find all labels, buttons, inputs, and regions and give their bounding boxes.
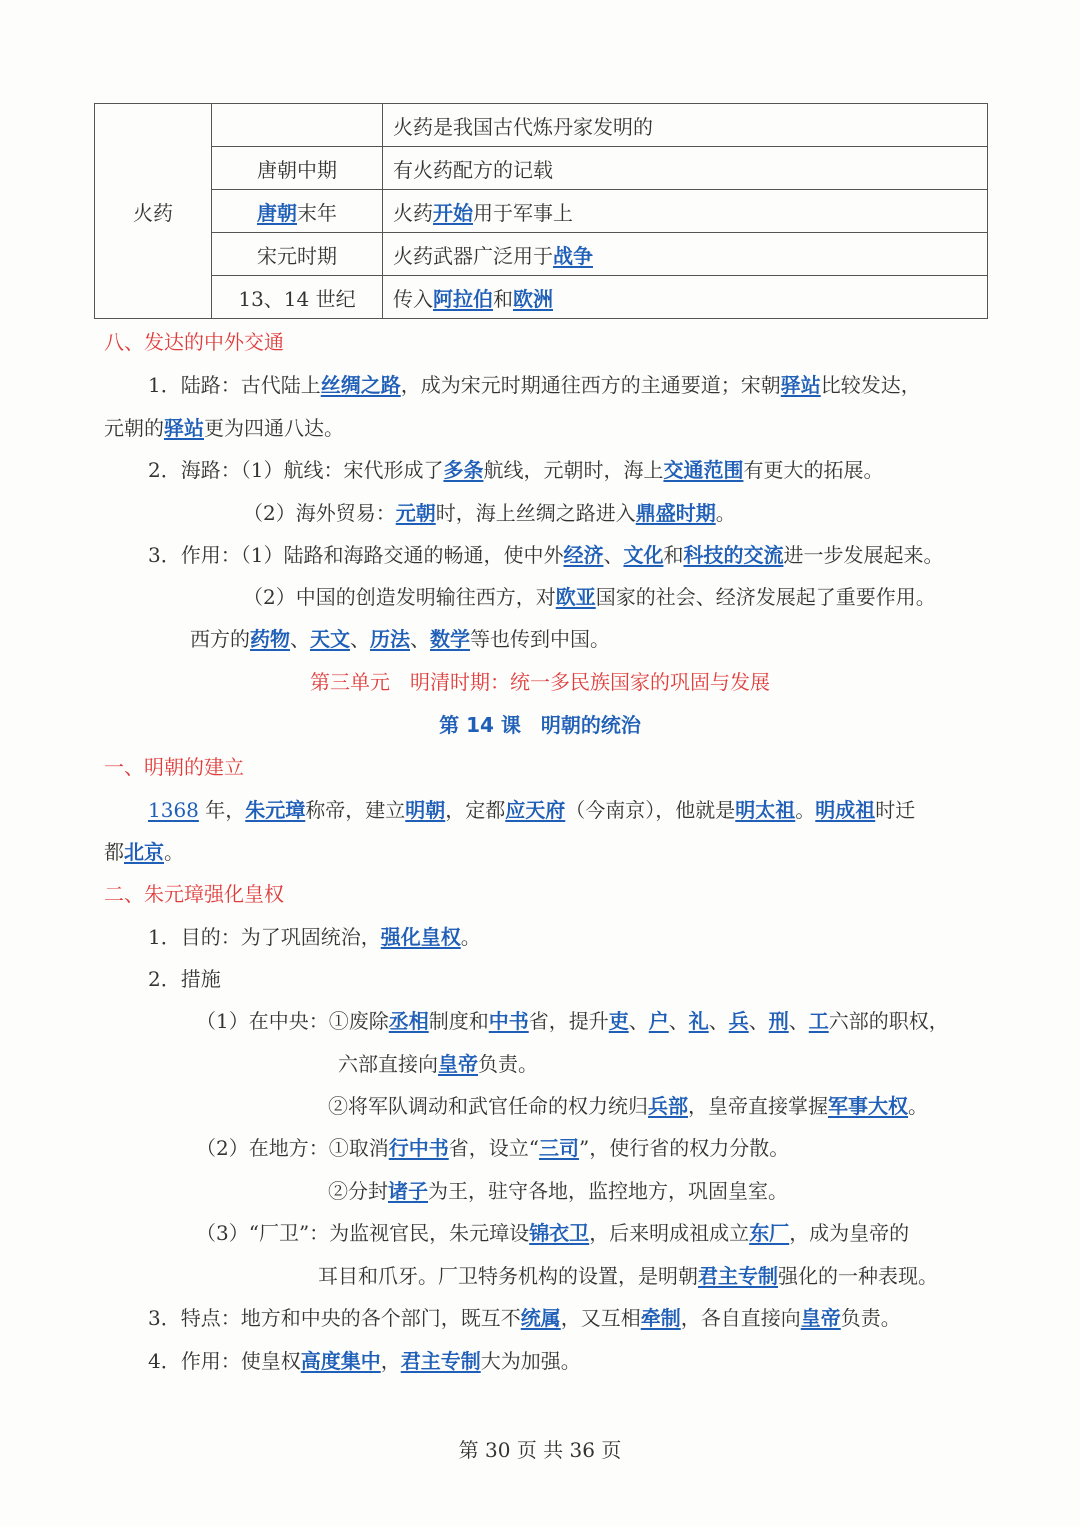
text-run: 和 <box>663 543 684 567</box>
text-run: 有火药配方的记载 <box>393 157 553 182</box>
text-run: 4．作用：使皇权 <box>148 1349 301 1373</box>
keyword: 欧亚 <box>555 585 596 609</box>
text-run: 省，提升 <box>528 1009 609 1033</box>
page-footer: 第 30 页 共 36 页 <box>458 1438 622 1462</box>
text-run: 有更大的拓展。 <box>743 458 884 482</box>
text-line <box>104 838 184 866</box>
keyword: 经济 <box>563 543 604 567</box>
keyword: 君主专制 <box>400 1349 481 1373</box>
text-run: 2．海路：（1）航线：宋代形成了 <box>148 458 444 482</box>
table-row <box>95 190 988 233</box>
text-run: 负责。 <box>840 1306 901 1330</box>
unit-title <box>0 668 1080 696</box>
text-run: （今南京），他就是 <box>565 798 736 822</box>
text-run: 、 <box>668 1009 689 1033</box>
period-cell: 宋元时期 <box>212 233 383 276</box>
text-line <box>318 1262 938 1290</box>
keyword: 多条 <box>443 458 484 482</box>
text-run: 、 <box>788 1009 809 1033</box>
text-run: ，皇帝直接掌握 <box>688 1094 828 1118</box>
event-cell <box>383 233 988 276</box>
text-line <box>328 1177 788 1205</box>
text-run: 第 14 课 明朝的统治 <box>439 713 641 737</box>
text-run: 元朝的 <box>104 416 164 440</box>
text-run: ，各自直接向 <box>680 1306 801 1330</box>
text-run: ，后来明成祖成立 <box>589 1221 750 1245</box>
keyword: 户 <box>648 1009 669 1033</box>
text-run: 、 <box>410 627 430 651</box>
text-line <box>148 965 221 993</box>
keyword: 丞相 <box>388 1009 429 1033</box>
lesson-title <box>0 711 1080 739</box>
keyword: 行中书 <box>388 1136 449 1160</box>
text-run: 火药 <box>393 200 433 225</box>
text-run: 时迁 <box>875 798 916 822</box>
text-run: 西方的 <box>190 627 250 651</box>
gunpowder-table <box>94 103 988 319</box>
keyword: 兵部 <box>648 1094 688 1118</box>
keyword: 兵 <box>728 1009 749 1033</box>
keyword: 诸子 <box>388 1179 428 1203</box>
text-run: 称帝，建立 <box>305 798 406 822</box>
keyword: 君主专制 <box>698 1264 778 1288</box>
text-run: 制度和 <box>428 1009 489 1033</box>
section-heading <box>104 880 284 908</box>
period-cell <box>212 190 383 233</box>
text-run: 航线，元朝时，海上 <box>483 458 664 482</box>
keyword: 皇帝 <box>800 1306 841 1330</box>
text-run: 火药是我国古代炼丹家发明的 <box>393 114 653 139</box>
text-run: （3）“厂卫”：为监视官民，朱元璋设 <box>196 1221 530 1245</box>
text-run: ”，使行省的权力分散。 <box>578 1136 790 1160</box>
text-line <box>328 1092 928 1120</box>
text-line <box>243 499 736 527</box>
keyword: 统属 <box>520 1306 561 1330</box>
table-row <box>95 104 988 147</box>
keyword: 北京 <box>124 840 164 864</box>
event-cell <box>383 190 988 233</box>
text-run: 。 <box>164 840 184 864</box>
text-run: （2）中国的创造发明输往西方，对 <box>243 585 556 609</box>
text-run: 、 <box>628 1009 649 1033</box>
section-heading <box>104 328 284 356</box>
text-run: ，成为皇帝的 <box>789 1221 910 1245</box>
text-line <box>148 1304 901 1332</box>
keyword: 数学 <box>430 627 470 651</box>
text-line <box>148 371 921 399</box>
text-run: 、 <box>748 1009 769 1033</box>
text-line <box>196 1007 949 1035</box>
keyword: 牵制 <box>640 1306 681 1330</box>
text-run: 进一步发展起来。 <box>783 543 944 567</box>
text-run: 。 <box>715 501 736 525</box>
keyword: 驿站 <box>164 416 204 440</box>
text-run: 强化的一种表现。 <box>778 1264 938 1288</box>
text-run: 二、朱元璋强化皇权 <box>104 882 284 906</box>
keyword: 欧洲 <box>513 286 553 311</box>
text-run: 都 <box>104 840 124 864</box>
text-run: 省，设立“ <box>448 1136 539 1160</box>
text-run: 2．措施 <box>148 967 221 991</box>
text-run: 3．作用：（1）陆路和海路交通的畅通，使中外 <box>148 543 564 567</box>
keyword: 朱元璋 <box>245 798 306 822</box>
keyword: 开始 <box>433 200 473 225</box>
keyword: 丝绸之路 <box>320 373 401 397</box>
text-run: 耳目和爪牙。厂卫特务机构的设置，是明朝 <box>318 1264 698 1288</box>
text-run: ②分封 <box>328 1179 388 1203</box>
text-run: 等也传到中国。 <box>470 627 610 651</box>
keyword: 天文 <box>310 627 350 651</box>
text-run: 一、明朝的建立 <box>104 755 244 779</box>
text-run: 传入 <box>393 286 433 311</box>
keyword: 工 <box>808 1009 829 1033</box>
text-line <box>148 796 915 824</box>
text-run: 1．陆路：古代陆上 <box>148 373 321 397</box>
keyword: 鼎盛时期 <box>635 501 716 525</box>
keyword: 战争 <box>553 243 593 268</box>
text-run: 六部直接向 <box>338 1052 438 1076</box>
text-line <box>148 1347 581 1375</box>
period-cell: 13、14 世纪 <box>212 276 383 319</box>
text-run: 。 <box>795 798 816 822</box>
text-run: 。 <box>460 925 481 949</box>
event-cell <box>383 276 988 319</box>
text-run: 、 <box>603 543 624 567</box>
table-row <box>95 233 988 276</box>
keyword: 强化皇权 <box>380 925 461 949</box>
text-run: 国家的社会、经济发展起了重要作用。 <box>595 585 936 609</box>
keyword: 1368 <box>148 798 199 822</box>
text-line <box>196 1219 909 1247</box>
keyword: 中书 <box>488 1009 529 1033</box>
event-cell <box>383 147 988 190</box>
keyword: 皇帝 <box>438 1052 478 1076</box>
keyword: 三司 <box>538 1136 579 1160</box>
text-run: 大为加强。 <box>480 1349 581 1373</box>
keyword: 应天府 <box>505 798 566 822</box>
text-run: 。 <box>908 1094 928 1118</box>
text-run: 比较发达， <box>820 373 921 397</box>
text-run: 末年 <box>297 200 337 225</box>
text-run: 负责。 <box>478 1052 538 1076</box>
text-line <box>104 414 344 442</box>
keyword: 刑 <box>768 1009 789 1033</box>
section-heading <box>104 753 244 781</box>
keyword: 元朝 <box>395 501 436 525</box>
keyword: 明朝 <box>405 798 446 822</box>
text-run: 和 <box>493 286 513 311</box>
text-run: （2）在地方：①取消 <box>196 1136 389 1160</box>
text-run: ②将军队调动和武官任命的权力统归 <box>328 1094 648 1118</box>
keyword: 锦衣卫 <box>529 1221 590 1245</box>
text-run: 火药武器广泛用于 <box>393 243 553 268</box>
keyword: 唐朝 <box>257 200 297 225</box>
text-run: ，定都 <box>445 798 506 822</box>
text-run: 、 <box>708 1009 729 1033</box>
text-run: 六部的职权， <box>828 1009 949 1033</box>
keyword: 东厂 <box>749 1221 790 1245</box>
text-run: 时，海上丝绸之路进入 <box>435 501 636 525</box>
text-run: 1．目的：为了巩固统治， <box>148 925 381 949</box>
text-run: 年， <box>198 798 246 822</box>
text-line <box>243 583 936 611</box>
invention-cell: 火药 <box>95 104 212 319</box>
text-run: 为王，驻守各地，监控地方，巩固皇室。 <box>428 1179 788 1203</box>
text-run: （1）在中央：①废除 <box>196 1009 389 1033</box>
text-run: 、 <box>290 627 310 651</box>
text-line <box>196 1134 789 1162</box>
keyword: 阿拉伯 <box>433 286 493 311</box>
keyword: 礼 <box>688 1009 709 1033</box>
text-line <box>148 456 883 484</box>
keyword: 明成祖 <box>815 798 876 822</box>
text-line <box>338 1050 538 1078</box>
text-run: （2）海外贸易： <box>243 501 396 525</box>
keyword: 药物 <box>250 627 290 651</box>
keyword: 交通范围 <box>663 458 744 482</box>
keyword: 高度集中 <box>300 1349 381 1373</box>
text-run: ，成为宋元时期通往西方的主通要道；宋朝 <box>400 373 781 397</box>
period-cell <box>212 104 383 147</box>
event-cell <box>383 104 988 147</box>
text-run: 3．特点：地方和中央的各个部门，既互不 <box>148 1306 521 1330</box>
text-run: 八、发达的中外交通 <box>104 330 284 354</box>
keyword: 文化 <box>623 543 664 567</box>
text-run: 、 <box>350 627 370 651</box>
table-row <box>95 276 988 319</box>
keyword: 军事大权 <box>828 1094 908 1118</box>
text-line <box>148 541 943 569</box>
keyword: 吏 <box>608 1009 629 1033</box>
text-line <box>190 625 610 653</box>
text-run: 第三单元 明清时期：统一多民族国家的巩固与发展 <box>310 670 770 694</box>
keyword: 明太祖 <box>735 798 796 822</box>
text-run: ，又互相 <box>560 1306 641 1330</box>
text-run: 更为四通八达。 <box>204 416 344 440</box>
text-run: 用于军事上 <box>473 200 573 225</box>
text-line <box>148 923 481 951</box>
period-cell: 唐朝中期 <box>212 147 383 190</box>
table-row <box>95 147 988 190</box>
keyword: 科技的交流 <box>683 543 784 567</box>
keyword: 驿站 <box>780 373 821 397</box>
keyword: 历法 <box>370 627 410 651</box>
text-run: ， <box>380 1349 401 1373</box>
